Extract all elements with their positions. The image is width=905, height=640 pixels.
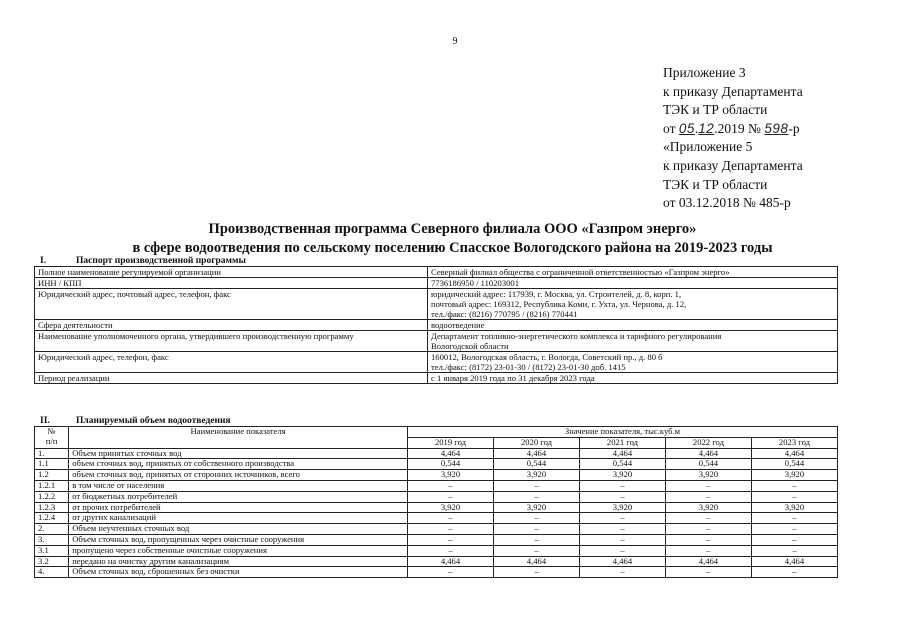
volume-row (35, 459, 838, 470)
row-value: – (493, 567, 579, 578)
row-value: 3,920 (751, 470, 837, 481)
row-value: 4,464 (408, 556, 494, 567)
row-number: 2. (35, 524, 69, 535)
section-heading (40, 416, 231, 426)
row-value: – (493, 480, 579, 491)
passport-row (35, 373, 838, 384)
row-value: – (493, 491, 579, 502)
row-value: – (408, 567, 494, 578)
appendix-line: к приказу Департамента (663, 157, 803, 173)
row-number: 1.2 (35, 470, 69, 481)
col-header-no-line1: № (47, 426, 56, 436)
row-number: 1.2.2 (35, 491, 69, 502)
volume-row (35, 545, 838, 556)
row-value: 4,464 (665, 556, 751, 567)
section-title: Паспорт производственной программы (76, 256, 246, 266)
row-value: 3,920 (408, 470, 494, 481)
row-value: – (493, 534, 579, 545)
row-value: – (751, 567, 837, 578)
row-value: 3,920 (751, 502, 837, 513)
passport-value-line: Вологодской области (431, 341, 509, 351)
passport-key: Наименование уполномоченного органа, утвердившего производственную программу (35, 331, 428, 352)
handwritten-number: 598 (764, 120, 789, 136)
row-value: 0,544 (579, 459, 665, 470)
section-heading (40, 256, 246, 266)
volume-row (35, 524, 838, 535)
row-number: 1. (35, 448, 69, 459)
row-value: – (579, 480, 665, 491)
row-value: 4,464 (493, 556, 579, 567)
volume-table (34, 426, 838, 578)
passport-value-line: с 1 января 2019 года по 31 декабря 2023 года (431, 373, 595, 383)
row-value: – (665, 491, 751, 502)
row-name: передано на очистку другим канализациям (69, 556, 408, 567)
appendix-line: к приказу Департамента (663, 83, 803, 99)
row-value: – (579, 567, 665, 578)
appendix-block (663, 64, 803, 213)
appendix-suffix: -р (788, 120, 800, 136)
col-header-name: Наименование показателя (69, 427, 408, 449)
row-value: – (579, 524, 665, 535)
appendix-line: ТЭК и ТР области (663, 176, 768, 192)
passport-value-line: водоотведение (431, 320, 485, 330)
row-value: 3,920 (493, 502, 579, 513)
page-number: 9 (452, 36, 458, 47)
row-name: пропущено через собственные очистные сооружения (69, 545, 408, 556)
appendix-sep: . (694, 120, 699, 136)
row-value: – (493, 524, 579, 535)
row-number: 3.1 (35, 545, 69, 556)
document-title: Производственная программа Северного филиала ООО «Газпром энерго» (208, 221, 697, 237)
passport-value-line: почтовый адрес: 169312, Республика Коми, г. Ухта, ул. Чернова, д. 12, (431, 299, 687, 309)
row-value: – (408, 513, 494, 524)
appendix-line: ТЭК и ТР области (663, 102, 768, 118)
row-value: 3,920 (579, 502, 665, 513)
row-value: – (751, 491, 837, 502)
row-value: – (408, 480, 494, 491)
passport-row (35, 278, 838, 289)
row-value: – (579, 545, 665, 556)
row-value: 0,544 (665, 459, 751, 470)
row-value: – (408, 545, 494, 556)
row-name: Объем сточных вод, пропущенных через очистные сооружения (69, 534, 408, 545)
row-name: объем сточных вод, принятых от собственного производства (69, 459, 408, 470)
row-value: – (751, 534, 837, 545)
row-value: 0,544 (751, 459, 837, 470)
passport-key: Юридический адрес, почтовый адрес, телефон, факс (35, 289, 428, 320)
row-value: 4,464 (751, 448, 837, 459)
row-number: 3. (35, 534, 69, 545)
volume-row (35, 513, 838, 524)
row-name: от бюджетных потребителей (69, 491, 408, 502)
row-number: 1.2.4 (35, 513, 69, 524)
row-value: 4,464 (579, 448, 665, 459)
col-header-no (35, 427, 69, 449)
appendix-line: «Приложение 5 (663, 139, 753, 155)
row-value: 3,920 (665, 470, 751, 481)
section-title: Планируемый объем водоотведения (76, 416, 231, 426)
volume-row (35, 491, 838, 502)
row-value: 4,464 (408, 448, 494, 459)
passport-value-line: тел./факс: (8216) 770795 / (8216) 770441 (431, 309, 578, 319)
passport-value-line: Северный филиал общества с ограниченной ответственностью «Газпром энерго» (431, 267, 730, 277)
row-name: от прочих потребителей (69, 502, 408, 513)
handwritten-month: 12 (698, 120, 715, 136)
row-value: – (665, 534, 751, 545)
row-value: – (665, 480, 751, 491)
passport-key: Юридический адрес, телефон, факс (35, 352, 428, 373)
row-value: – (493, 545, 579, 556)
col-header-no-line2: п/п (45, 435, 58, 446)
row-value: – (751, 480, 837, 491)
appendix-line: от 03.12.2018 № 485-р (663, 195, 791, 211)
passport-value (428, 373, 838, 384)
row-value: 3,920 (579, 470, 665, 481)
row-name: объем сточных вод, принятых от сторонних источников, всего (69, 470, 408, 481)
passport-value (428, 278, 838, 289)
col-header-year: 2022 год (665, 437, 751, 448)
row-value: 3,920 (493, 470, 579, 481)
passport-value (428, 352, 838, 373)
row-value: – (665, 524, 751, 535)
row-value: – (665, 545, 751, 556)
row-value: – (751, 513, 837, 524)
passport-table (34, 266, 838, 384)
row-name: Объем сточных вод, сброшенных без очистки (69, 567, 408, 578)
row-value: – (579, 534, 665, 545)
col-header-year: 2019 год (408, 437, 494, 448)
row-name: Объем принятых сточных вод (69, 448, 408, 459)
appendix-order-date-line (663, 120, 803, 139)
passport-value-line: 7736186950 / 110203001 (431, 278, 520, 288)
row-name: Объем неучтенных сточных вод (69, 524, 408, 535)
row-value: – (665, 513, 751, 524)
volume-row (35, 556, 838, 567)
volume-row (35, 567, 838, 578)
row-value: – (493, 513, 579, 524)
row-name: от других канализаций (69, 513, 408, 524)
handwritten-day: 05 (678, 120, 695, 136)
row-value: – (579, 513, 665, 524)
passport-value (428, 320, 838, 331)
row-value: – (408, 534, 494, 545)
row-value: – (665, 567, 751, 578)
appendix-year: .2019 № (714, 120, 765, 136)
document-subtitle: в сфере водоотведения по сельскому поселению Спасское Вологодского района на 2019-2023 годы (132, 240, 773, 256)
row-value: – (408, 524, 494, 535)
row-value: – (408, 491, 494, 502)
col-header-year: 2023 год (751, 437, 837, 448)
row-value: 4,464 (665, 448, 751, 459)
volume-row (35, 448, 838, 459)
appendix-prefix: от (663, 120, 679, 136)
passport-key: ИНН / КПП (35, 278, 428, 289)
volume-row (35, 480, 838, 491)
row-value: 3,920 (665, 502, 751, 513)
passport-value (428, 331, 838, 352)
volume-row (35, 470, 838, 481)
passport-key: Период реализации (35, 373, 428, 384)
row-number: 1.2.1 (35, 480, 69, 491)
row-value: 0,544 (493, 459, 579, 470)
volume-row (35, 534, 838, 545)
passport-value-line: Департамент топливно-энергетического комплекса и тарифного регулирования (431, 331, 722, 341)
passport-value-line: юридический адрес: 117939, г. Москва, ул. Строителей, д. 8, корп. 1, (431, 289, 682, 299)
col-header-group: Значение показателя, тыс.куб.м (408, 427, 838, 438)
passport-value (428, 289, 838, 320)
row-number: 3.2 (35, 556, 69, 567)
section-number: I. (40, 256, 47, 266)
row-value: 0,544 (408, 459, 494, 470)
col-header-year: 2021 год (579, 437, 665, 448)
row-value: – (751, 545, 837, 556)
col-header-year: 2020 год (493, 437, 579, 448)
appendix-line: Приложение 3 (663, 65, 746, 80)
row-value: – (751, 524, 837, 535)
passport-value-line: тел./факс: (8172) 23-01-30 / (8172) 23-01-30 доб. 1415 (431, 362, 626, 372)
volume-row (35, 502, 838, 513)
passport-value-line: 160012, Вологодская область, г. Вологда, Советский пр., д. 80 б (431, 352, 663, 362)
row-value: 4,464 (751, 556, 837, 567)
row-value: 4,464 (493, 448, 579, 459)
row-name: в том числе от населения (69, 480, 408, 491)
passport-row (35, 320, 838, 331)
row-number: 1.1 (35, 459, 69, 470)
passport-key: Полное наименование регулируемой организации (35, 267, 428, 278)
row-value: 3,920 (408, 502, 494, 513)
passport-row (35, 331, 838, 352)
passport-row (35, 352, 838, 373)
row-value: – (579, 491, 665, 502)
passport-value (428, 267, 838, 278)
section-number: II. (40, 416, 50, 426)
row-value: 4,464 (579, 556, 665, 567)
passport-row (35, 267, 838, 278)
passport-row (35, 289, 838, 320)
row-number: 1.2.3 (35, 502, 69, 513)
row-number: 4. (35, 567, 69, 578)
passport-key: Сфера деятельности (35, 320, 428, 331)
